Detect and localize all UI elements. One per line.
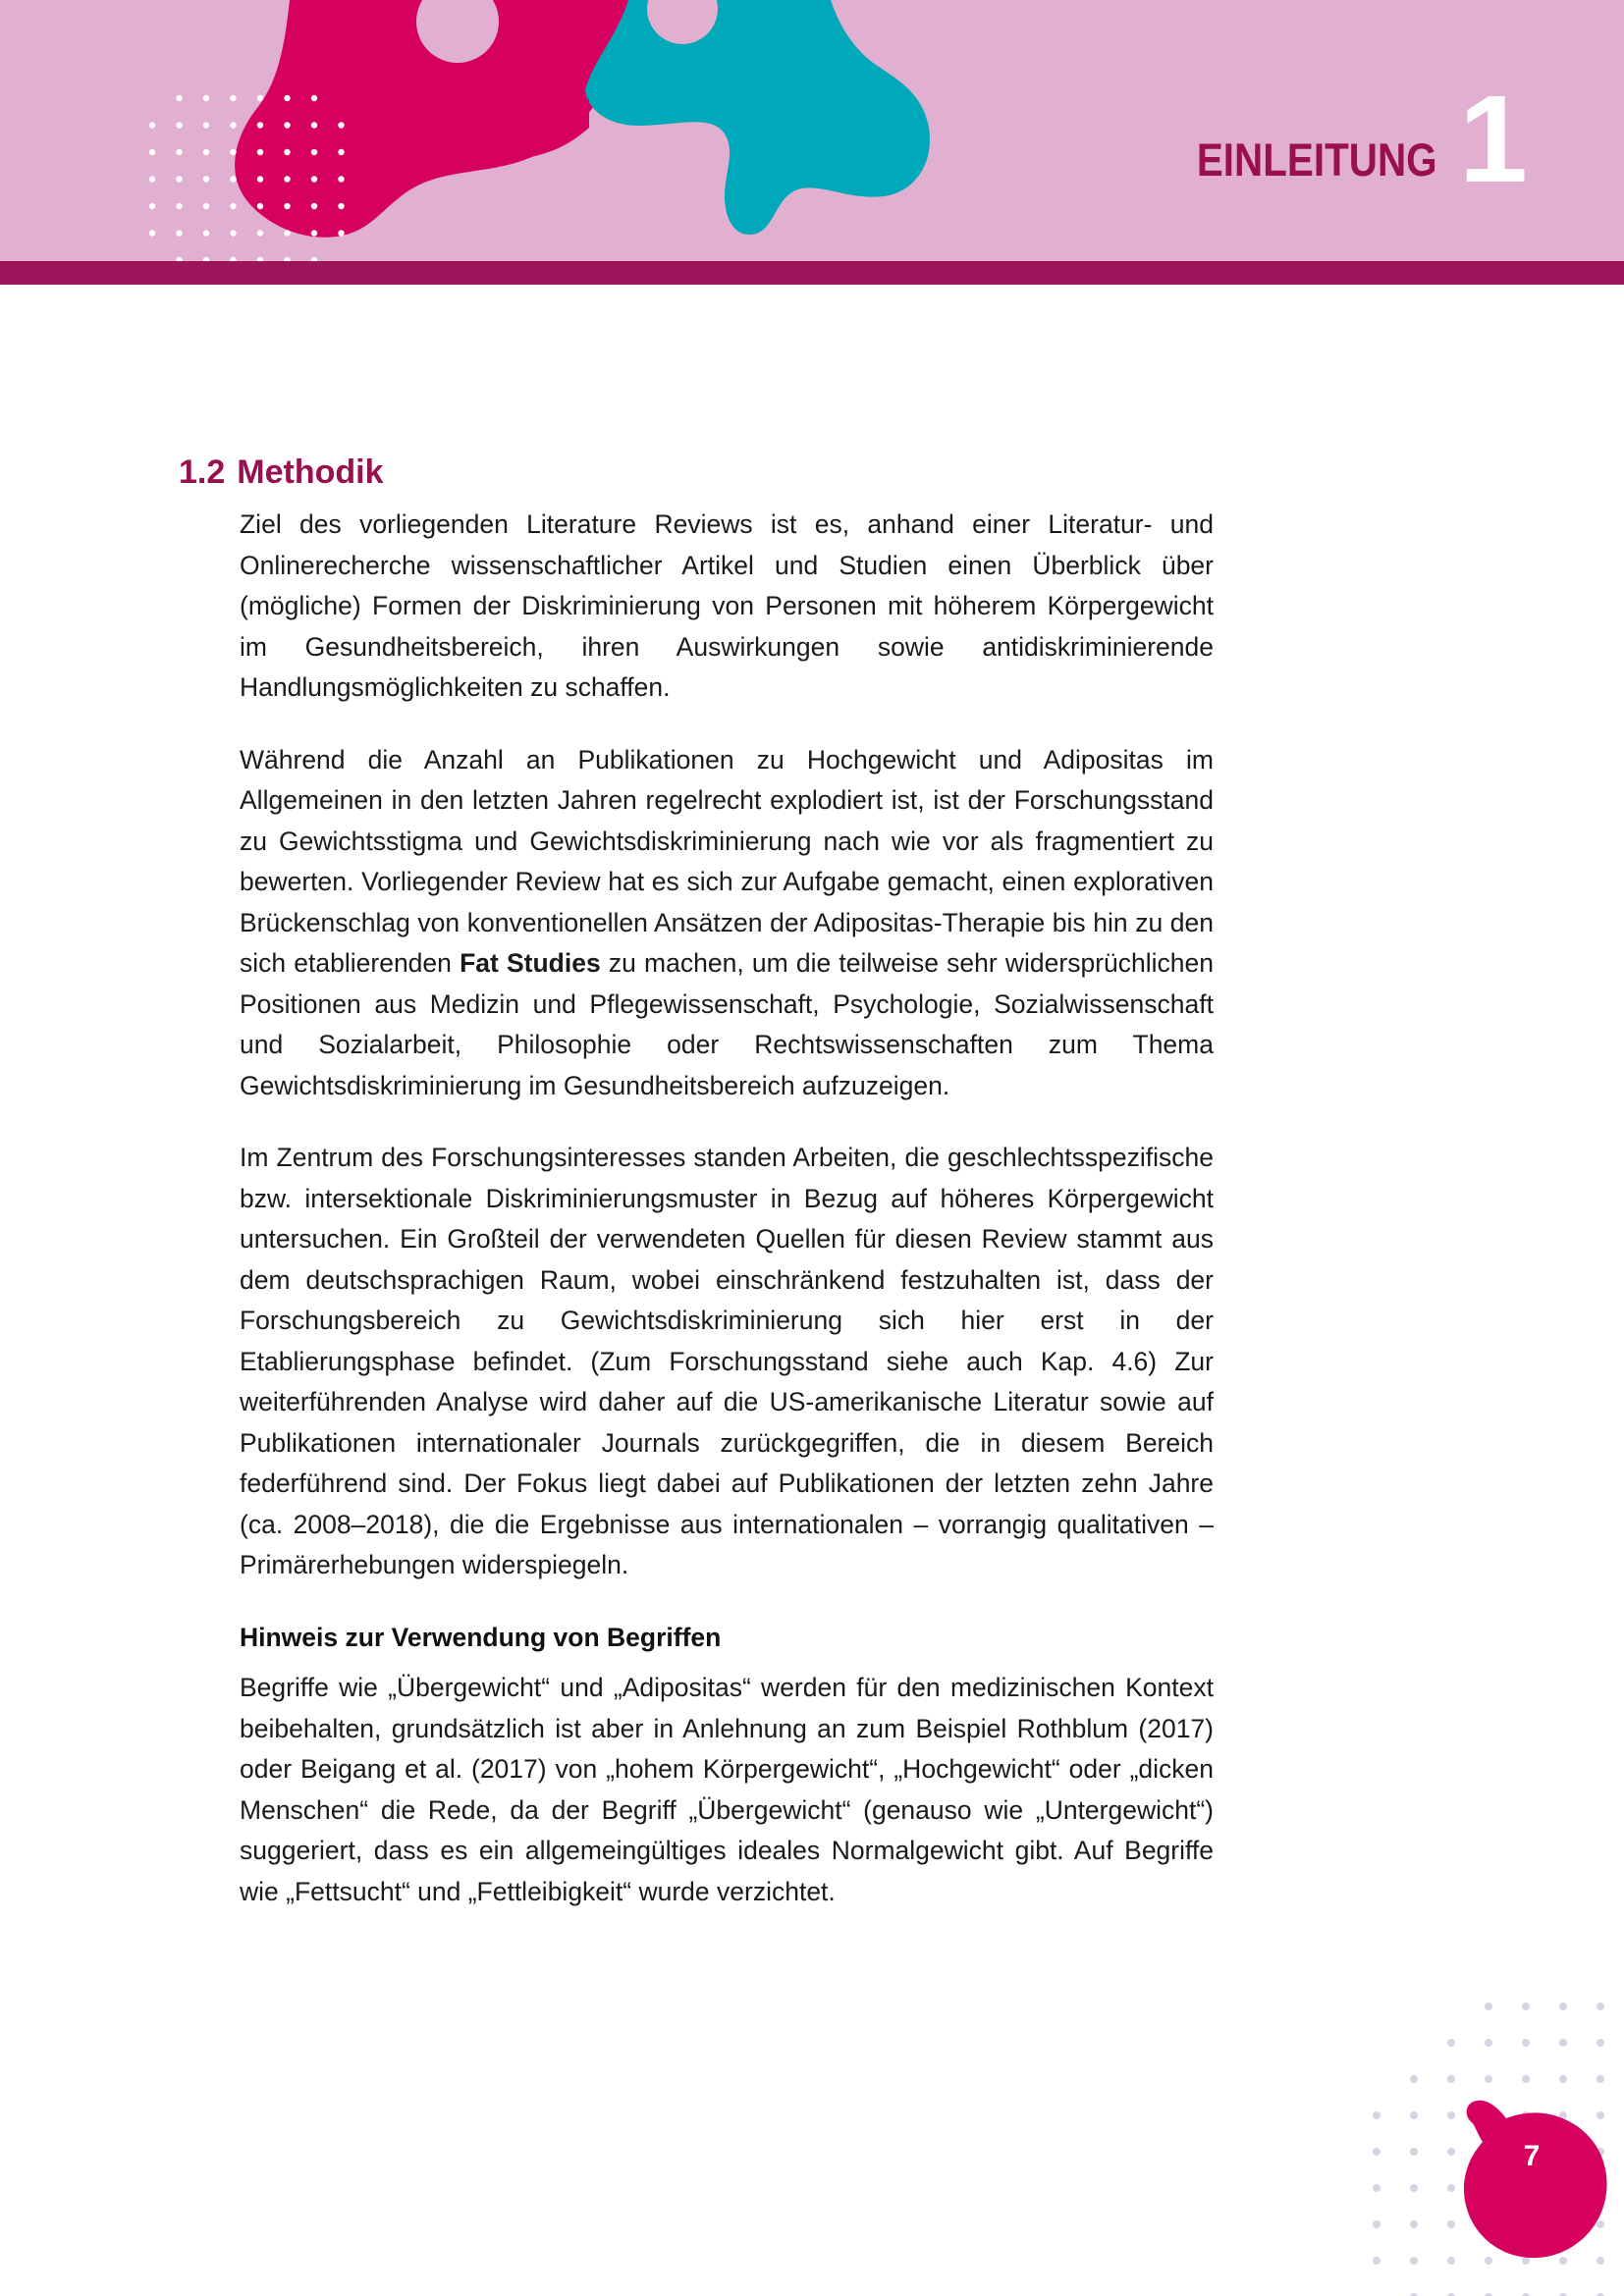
paragraph-2-part-2: zu machen, um die teilweise sehr widersprüchlichen Positionen aus Medizin und Pflegewissenschaft, Psychologie, Sozialwissenschaft und Sozialarbeit, Philosophie oder Rechtswissenschaften zum Thema Gewichtsdiskriminierung im Gesundheitsbereich aufzuzeigen. [240, 948, 1214, 1100]
dot [230, 149, 236, 155]
dot [1559, 2002, 1567, 2010]
dot [1597, 2075, 1604, 2083]
dot [1522, 2257, 1530, 2265]
dot [203, 149, 209, 155]
dot [230, 95, 236, 101]
dot [338, 230, 344, 236]
dot [149, 203, 155, 209]
dot [1522, 2002, 1530, 2010]
dot [1597, 2111, 1604, 2119]
dot [1410, 2111, 1418, 2119]
dot [257, 230, 263, 236]
fat-studies-term: Fat Studies [460, 948, 601, 978]
page-number: 7 [1523, 2140, 1541, 2172]
dot [1522, 2039, 1530, 2047]
page-header [0, 0, 1624, 285]
dot [1373, 2184, 1380, 2192]
dot [1447, 2148, 1455, 2156]
paragraph-1: Ziel des vorliegenden Literature Reviews ist es, anhand einer Literatur- und Onlinerecherche wissenschaftlicher Artikel und Studien einen Überblick über (mögliche) Formen der Diskriminierung von Personen mit höherem Körpergewicht im Gesundheitsbereich, ihren Auswirkungen sowie antidiskriminierende Handlungsmöglichkeiten zu schaffen. [240, 509, 1214, 702]
dot [257, 203, 263, 209]
note-paragraph: Begriffe wie „Übergewicht“ und „Adipositas“ werden für den medizinischen Kontext beibehalten, grundsätzlich ist aber in Anlehnung an zum Beispiel Rothblum (2017) oder Beigang et al. (2017) von „hohem Körpergewicht“, „Hochgewicht“ oder „dicken Menschen“ die Rede, da der Begriff „Übergewicht“ (genauso wie „Untergewicht“) suggeriert, dass es ein allgemeingültiges ideales Normalgewicht gibt. Auf Begriffe wie „Fettsucht“ und „Fettleibigkeit“ wurde verzichtet. [240, 1673, 1214, 1906]
main-content [240, 505, 1214, 1912]
dot [1522, 2075, 1530, 2083]
section-number: 1.2 [179, 454, 226, 491]
dot [1447, 2220, 1455, 2228]
dot [203, 176, 209, 182]
section-heading [179, 454, 383, 492]
dot [338, 149, 344, 155]
dot [1559, 2257, 1567, 2265]
dot [311, 203, 317, 209]
dot [1447, 2111, 1455, 2119]
dot [1447, 2184, 1455, 2192]
dot [1559, 2039, 1567, 2047]
chapter-title: EINLEITUNG [1197, 133, 1437, 186]
dot [1410, 2184, 1418, 2192]
dot [1597, 2257, 1604, 2265]
dot [284, 203, 290, 209]
dot [1559, 2075, 1567, 2083]
note-heading: Hinweis zur Verwendung von Begriffen [240, 1622, 722, 1652]
dot [1447, 2039, 1455, 2047]
dot [1373, 2148, 1380, 2156]
dot [1485, 2002, 1492, 2010]
page-number-blob [1464, 2101, 1607, 2258]
dot [1410, 2075, 1418, 2083]
dot [230, 122, 236, 128]
dot [203, 122, 209, 128]
dot [1597, 2039, 1604, 2047]
dot [1373, 2111, 1380, 2119]
dot [1597, 2220, 1604, 2228]
dot [257, 122, 263, 128]
paragraph-2-part-1: Während die Anzahl an Publikationen zu Hochgewicht und Adipositas im Allgemeinen in den letzten Jahren regelrecht explodiert ist, ist der Forschungsstand zu Gewichtsstigma und Gewichtsdiskriminierung nach wie vor als fragmentiert zu bewerten. Vorliegender Review hat es sich zur Aufgabe gemacht, einen explorativen Brückenschlag von konventionellen Ansätzen der Adipositas-Therapie bis hin zu den sich etablierenden [240, 744, 1214, 978]
chapter-number: 1 [1458, 70, 1528, 208]
dot [311, 122, 317, 128]
dot [257, 149, 263, 155]
dot [284, 176, 290, 182]
dot [1410, 2220, 1418, 2228]
dot [1597, 2002, 1604, 2010]
dot [230, 203, 236, 209]
dot [176, 149, 182, 155]
dot [257, 176, 263, 182]
dot [230, 176, 236, 182]
dot [1447, 2257, 1455, 2265]
dot [1373, 2220, 1380, 2228]
dot [176, 230, 182, 236]
dot [203, 95, 209, 101]
dot [1410, 2257, 1418, 2265]
dot [203, 230, 209, 236]
dot [230, 230, 236, 236]
dot [338, 203, 344, 209]
dot [1485, 2075, 1492, 2083]
dot [1410, 2148, 1418, 2156]
dot [176, 203, 182, 209]
dot [149, 122, 155, 128]
dot [311, 95, 317, 101]
dot [176, 95, 182, 101]
dot [338, 176, 344, 182]
section-title: Methodik [237, 454, 384, 491]
paragraph-2 [240, 740, 1214, 1107]
dot [176, 122, 182, 128]
dot [1485, 2039, 1492, 2047]
paragraph-3: Im Zentrum des Forschungsinteresses standen Arbeiten, die geschlechtsspezifische bzw. intersektionale Diskriminierungsmuster in Bezug auf höheres Körpergewicht untersuchen. Ein Großteil der verwendeten Quellen für diesen Review stammt aus dem deutschsprachigen Raum, wobei einschränkend festzuhalten ist, dass der Forschungsbereich zu Gewichtsdiskriminierung sich hier erst in der Etablierungsphase befindet. (Zum Forschungsstand siehe auch Kap. 4.6) Zur weiterführenden Analyse wird daher auf die US-amerikanische Literatur sowie auf Publikationen internationaler Journals zurückgegriffen, die in diesem Bereich federführend sind. Der Fokus liegt dabei auf Publikationen der letzten zehn Jahre (ca. 2008–2018), die die Ergebnisse aus internationalen – vorrangig qualitativen – Primärerhebungen widerspiegeln. [240, 1143, 1214, 1579]
dot [311, 176, 317, 182]
chapter-marker [1158, 70, 1528, 208]
dot [149, 149, 155, 155]
dot [284, 149, 290, 155]
dot [284, 122, 290, 128]
dot [176, 176, 182, 182]
dot [1373, 2257, 1380, 2265]
dot [1447, 2075, 1455, 2083]
dot [284, 95, 290, 101]
dot [311, 149, 317, 155]
dot [311, 230, 317, 236]
dot [203, 203, 209, 209]
dot [284, 230, 290, 236]
header-band [0, 261, 1624, 285]
dot [149, 176, 155, 182]
dot [338, 122, 344, 128]
dot [1485, 2257, 1492, 2265]
dot [149, 230, 155, 236]
footer-decoration [1316, 1983, 1624, 2296]
dot [257, 95, 263, 101]
